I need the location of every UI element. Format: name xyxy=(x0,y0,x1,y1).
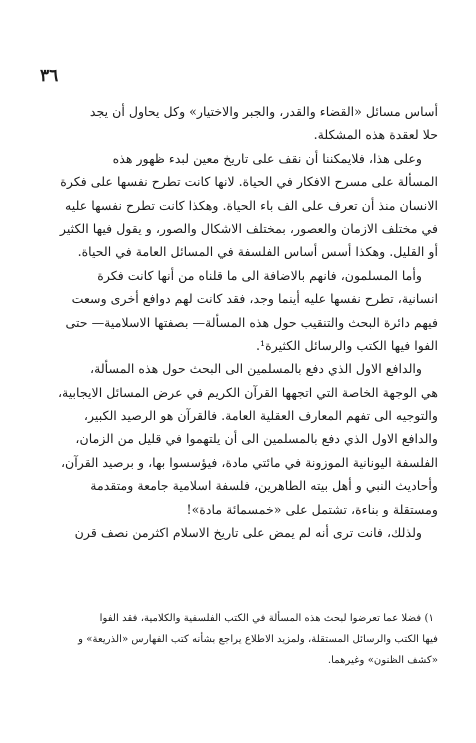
body-line-11: الفوا فيها الكتب والرسائل الكثيرة¹. xyxy=(256,337,438,353)
body-line-19: ولذلك، فانت ترى أنه لم يمض على تاريخ الاسلام اكثرمن نصف قرن xyxy=(74,525,422,541)
body-line-15: والدافع الاول الذي دفع بالمسلمين الى أن يلتهموا في قليل من الزمان، xyxy=(75,431,438,447)
body-line-1: أساس مسائل «القضاء والقدر، والجبر والاختيار» وكل يحاول أن يجد xyxy=(89,104,438,119)
footnote-line-3: «كشف الظنون» وغيرهما. xyxy=(327,655,438,666)
footnote-line-2: فيها الكتب والرسائل المستقلة، ولمزيد الاطلاع يراجع بشأنه كتب الفهارس «الذريعة» و xyxy=(78,634,438,645)
body-line-3: وعلى هذا، فلايمكننا أن نقف على تاريخ معين لبدء ظهور هذه xyxy=(112,150,422,166)
body-line-16: الفلسفة اليونانية الموزونة في مائتي مادة، فيؤسسوا بها، و برصيد القرآن، xyxy=(60,454,438,470)
body-line-18: ومستقلة و بناءة، تشتمل على «خمسمائة مادة»! xyxy=(186,501,438,517)
body-text xyxy=(40,100,438,544)
body-line-8: وأما المسلمون، فانهم بالاضافة الى ما قلناه من أنها كانت فكرة xyxy=(97,267,422,283)
body-line-10: فيهم دائرة البحث والتنقيب حول هذه المسألة— بصفتها الاسلامية— حتى xyxy=(65,314,438,330)
body-line-14: والتوجيه الى تفهم المعارف العقلية العامة. فالقرآن هو الرصيد الكبير، xyxy=(83,408,438,424)
body-line-4: المسألة على مسرح الافكار في الحياة. لانها كانت تطرح نفسها على فكرة xyxy=(60,174,438,190)
footnotes xyxy=(40,608,438,671)
body-line-7: أو القليل. وهكذا أسس أساس الفلسفة في المسائل العامة في الحياة. xyxy=(77,244,438,260)
page-number: ٣٦ xyxy=(40,66,59,86)
body-line-9: انسانية، تطرح نفسها عليه أينما وجد، فقد كانت لهم دوافع أخرى وسعت xyxy=(71,291,438,307)
body-line-12: والدافع الاول الذي دفع بالمسلمين الى البحث حول هذه المسألة، xyxy=(90,361,422,377)
body-line-2: حلا لعقدة هذه المشكلة. xyxy=(313,127,438,143)
body-line-13: هي الوجهة الخاصة التي اتجهها القرآن الكريم في عرض المسائل الايجابية، xyxy=(57,384,438,400)
body-line-5: الانسان منذ أن تعرف على الف باء الحياة. وهكذا كانت تطرح نفسها عليه xyxy=(65,197,438,213)
body-line-17: وأحاديث النبي و أهل بيته الطاهرين، فلسفة اسلامية جامعة ومتقدمة xyxy=(90,478,438,494)
body-line-6: في مختلف الازمان والعصور، بمختلف الاشكال والصور، و يقول فيها الكثير xyxy=(59,220,438,236)
footnote-line-1: ١) فضلا عما تعرضوا لبحث هذه المسألة في الكتب الفلسفية والكلامية، فقد الفوا xyxy=(99,613,434,624)
